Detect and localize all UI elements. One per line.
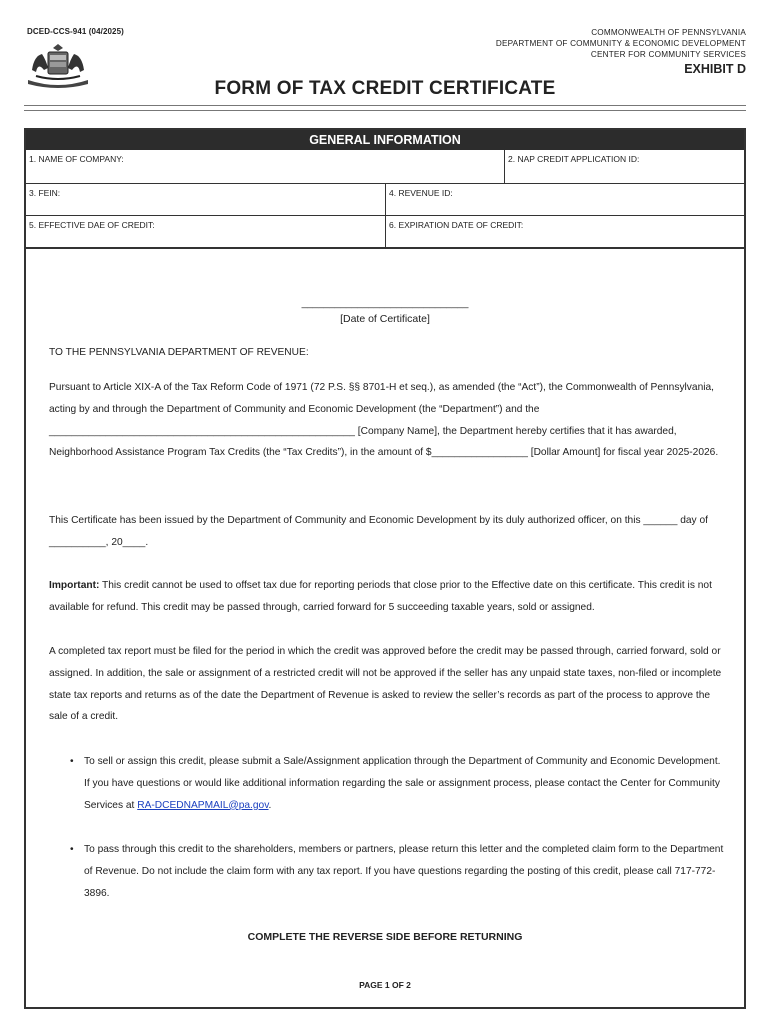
bullet-icon: • [70,756,74,767]
bullet-text-end: . [268,799,272,811]
section-heading: GENERAL INFORMATION [26,130,744,150]
agency-line: DEPARTMENT OF COMMUNITY & ECONOMIC DEVELOPMENT [495,39,746,48]
list-item [70,751,724,816]
paragraph-important [49,575,722,619]
agency-line: COMMONWEALTH OF PENNSYLVANIA [591,28,746,37]
field-label: 2. NAP CREDIT APPLICATION ID: [508,154,640,164]
paragraph-text: This Certificate has been issued by the Department of Community and Economic Development by its duly authorized officer, on this ______ day of __________, 20____. [49,515,708,548]
effective-date-field[interactable] [26,216,385,247]
paragraph-authority [49,377,722,464]
paragraph-tax-report [49,641,722,728]
agency-line: CENTER FOR COMMUNITY SERVICES [590,50,746,59]
addressee: TO THE PENNSYLVANIA DEPARTMENT OF REVENUE: [49,347,309,358]
paragraph-text: A completed tax report must be filed for the period in which the credit was approved before the credit may be passed through, carried forward, sold or assigned. In addition, the sale or assignment of a restricted credit will not be approved if the seller has any unpaid state taxes, non-filed or incomplete state tax reports and returns as of the date the Department of Revenue is asked to review the seller’s records as part of the process to approve the sale of a credit. [49,646,722,723]
field-label: 6. EXPIRATION DATE OF CREDIT: [389,220,524,230]
closing-instruction: COMPLETE THE REVERSE SIDE BEFORE RETURNING [247,931,523,943]
fein-field[interactable] [26,184,385,215]
form-code: DCED-CCS-941 (04/2025) [27,27,124,36]
title-divider [24,105,746,111]
email-link[interactable]: RA-DCEDNAPMAIL@pa.gov [137,799,269,811]
important-label: Important: [49,580,100,591]
agency-block [496,27,746,60]
paragraph-issuance [49,510,722,554]
revenue-id-field[interactable] [385,184,744,215]
form-row [26,150,744,184]
field-label: 5. EFFECTIVE DAE OF CREDIT: [29,220,155,230]
list-item [70,839,724,904]
form-row [26,184,744,216]
bullet-icon: • [70,844,74,855]
date-caption: [Date of Certificate] [340,313,430,325]
date-signature-line: ______________________________ [301,298,469,309]
field-label: 4. REVENUE ID: [389,188,453,198]
page-title: FORM OF TAX CREDIT CERTIFICATE [214,78,556,99]
paragraph-text: Pursuant to Article XIX-A of the Tax Reform Code of 1971 (72 P.S. §§ 8701-H et seq.), as amended (the “Act”), the Commonwealth of Pennsylvania, acting by and through the Department of Community and Economic Development (the “Department”) and the ______________________________________________________ [Company Name], the Department hereby certifies that it has awarded, Neighborhood Assistance Program Tax Credits (the “Tax Credits”), in the amount of $_________________ [Dollar Amount] for fiscal year 2025-2026. [49,382,719,459]
form-row [26,216,744,249]
bullet-text: To sell or assign this credit, please submit a Sale/Assignment application through the Department of Community and Economic Development. If you have questions or would like additional information regarding the sale or assignment process, please contact the Center for Community Services at [84,756,721,811]
exhibit-label: EXHIBIT D [684,62,746,76]
page-number: PAGE 1 OF 2 [359,980,411,990]
paragraph-text: This credit cannot be used to offset tax due for reporting periods that close prior to the Effective date on this certificate. This credit is not available for refund. This credit may be passed through, carried forward for 5 succeeding taxable years, sold or assigned. [49,580,712,613]
field-label: 1. NAME OF COMPANY: [29,154,124,164]
expiration-date-field[interactable] [385,216,744,247]
nap-application-id-field[interactable] [504,150,744,183]
field-label: 3. FEIN: [29,188,61,198]
company-name-field[interactable] [26,150,504,183]
bullet-text: To pass through this credit to the shareholders, members or partners, please return this letter and the completed claim form to the Department of Revenue. Do not include the claim form with any tax report. If you have questions regarding the posting of this credit, please call 717-772-3896. [84,844,724,899]
